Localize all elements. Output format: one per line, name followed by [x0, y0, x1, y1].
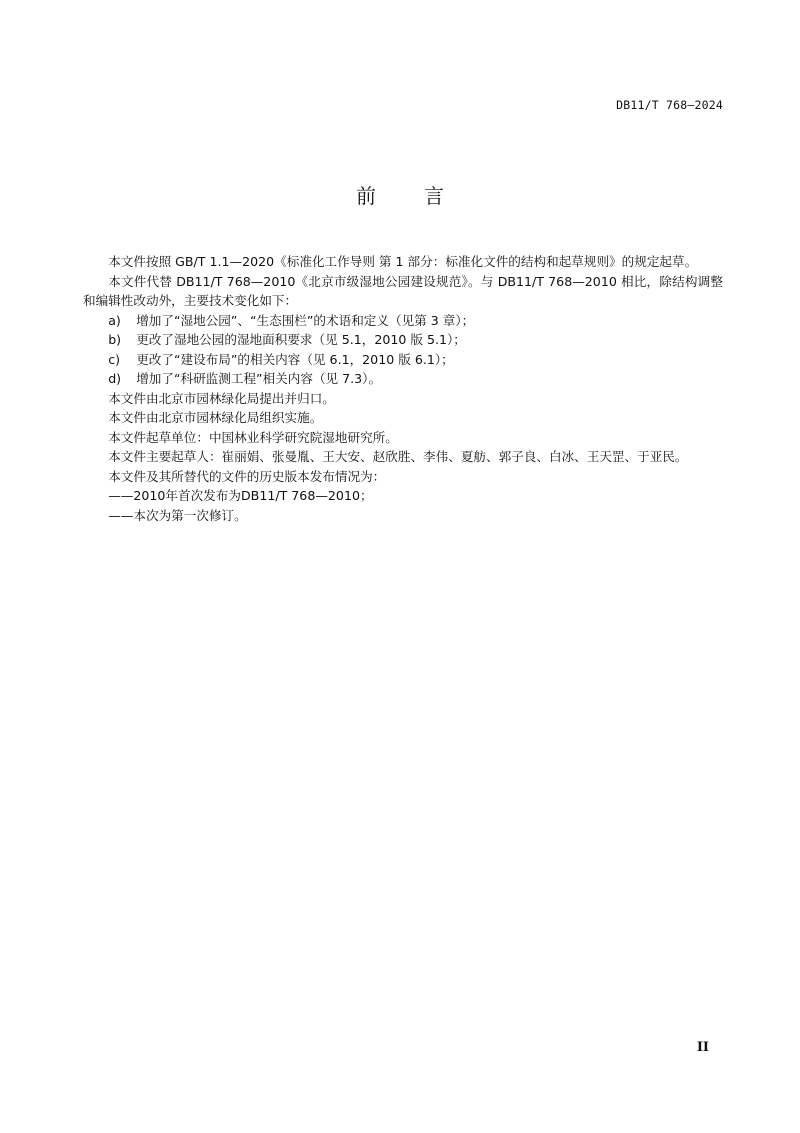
- list-marker: a): [108, 312, 121, 328]
- document-number: DB11/T 768—2024: [616, 98, 723, 112]
- list-item: [83, 369, 723, 389]
- list-item-text: 更改了“建设布局”的相关内容（见 6.1，2010 版 6.1）；: [136, 351, 454, 367]
- list-marker: b): [108, 332, 122, 347]
- paragraph-replacement: 本文件代替 DB11/T 768—2010《北京市级湿地公园建设规范》。与 DB11/T 768—2010 相比，除结构调整和编辑性改动外，主要技术变化如下：: [83, 273, 723, 308]
- page-title: 前言: [356, 184, 492, 208]
- list-item: [83, 350, 723, 370]
- changes-list: [83, 311, 723, 389]
- list-marker: c): [108, 351, 121, 367]
- paragraph-drafting-unit: 本文件起草单位：中国林业科学研究院湿地研究所。: [108, 429, 398, 445]
- page-number: II: [696, 1040, 709, 1055]
- list-item-text: 更改了湿地公园的湿地面积要求（见 5.1，2010 版 5.1）；: [136, 332, 466, 347]
- list-item: [83, 311, 723, 331]
- list-marker: d): [108, 371, 122, 386]
- paragraph-drafters: 本文件主要起草人：崔丽娟、张曼胤、王大安、赵欣胜、李伟、夏舫、郭子良、白冰、王天罡、于亚民。: [108, 449, 688, 464]
- history-list: [83, 486, 723, 525]
- list-item: [83, 330, 723, 350]
- paragraph-proposer: 本文件由北京市园林绿化局提出并归口。: [108, 390, 335, 406]
- foreword-body: [83, 252, 723, 525]
- list-item-text: 增加了“湿地公园”、“生态围栏”的术语和定义（见第 3 章）；: [136, 312, 475, 328]
- paragraph-implementer: 本文件由北京市园林绿化局组织实施。: [108, 410, 323, 425]
- history-item: ——2010年首次发布为DB11/T 768—2010；: [108, 488, 373, 503]
- paragraph-drafting-basis: 本文件按照 GB/T 1.1—2020《标准化工作导则 第 1 部分：标准化文件的结构和起草规则》的规定起草。: [108, 254, 698, 269]
- list-item-text: 增加了“科研监测工程”相关内容（见 7.3）。: [136, 371, 382, 386]
- paragraph-history-intro: 本文件及其所替代的文件的历史版本发布情况为：: [108, 468, 386, 484]
- history-item: ——本次为第一次修订。: [108, 507, 247, 523]
